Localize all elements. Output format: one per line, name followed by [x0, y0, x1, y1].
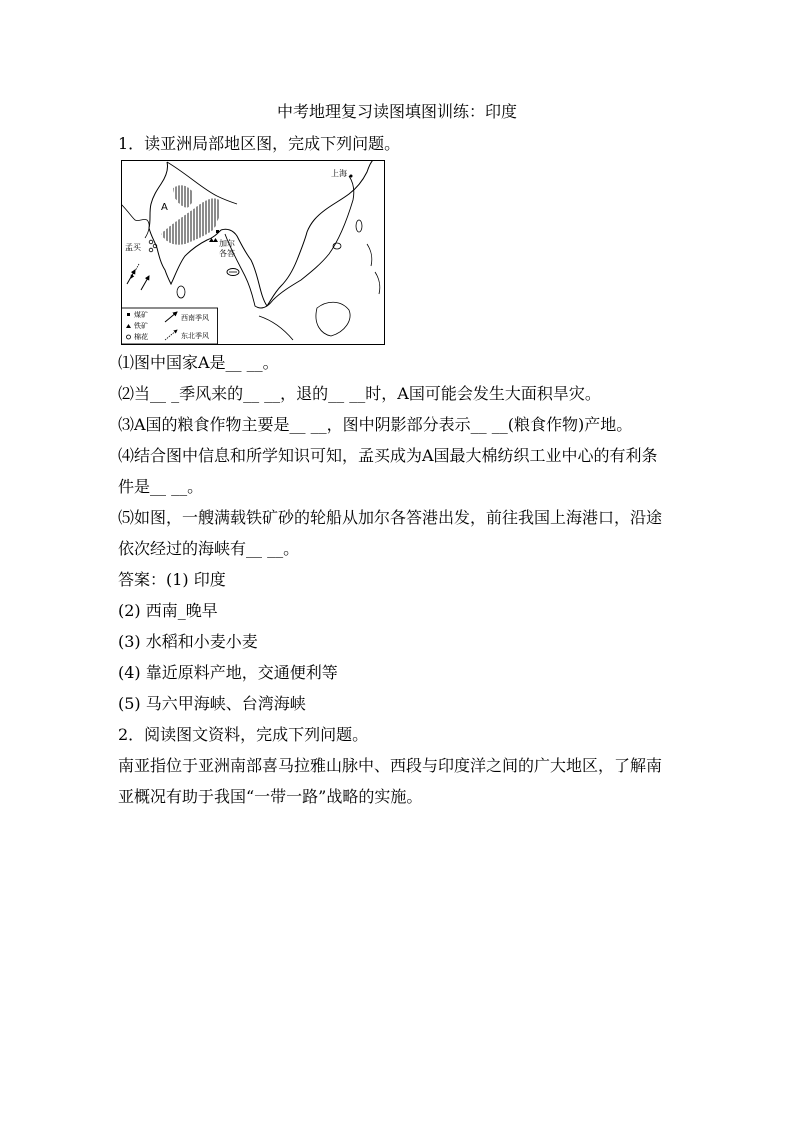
legend-coal-icon [127, 313, 130, 316]
label-mumbai: 孟买 [125, 243, 141, 252]
label-shanghai: 上海 [331, 169, 347, 178]
ship-icon [227, 269, 239, 276]
q1-sub-3: ⑶A国的粮食作物主要是__ __，图中阴影部分表示__ __(粮食作物)产地。 [118, 415, 633, 434]
q1-sub-5-cont: 依次经过的海峡有__ __。 [118, 539, 300, 558]
q1-sub-1: ⑴图中国家A是__ __。 [118, 353, 279, 372]
legend-cotton-label: 棉花 [134, 333, 148, 341]
legend-sw-monsoon-label: 西南季风 [181, 314, 209, 322]
label-region-a: A [161, 202, 168, 213]
answer-2: (2) 西南_晚早 [118, 601, 218, 620]
legend-coal-label: 煤矿 [134, 311, 148, 319]
legend-iron-label: 铁矿 [134, 322, 148, 330]
shanghai-dot [350, 175, 353, 178]
label-kolkata-2: 各答 [219, 249, 235, 258]
answer-1: 答案：(1) 印度 [118, 570, 226, 589]
answer-4: (4) 靠近原料产地，交通便利等 [118, 663, 338, 682]
asia-map [121, 160, 385, 345]
q1-sub-5: ⑸如图，一艘满载铁矿砂的轮船从加尔各答港出发，前往我国上海港口，沿途 [118, 508, 663, 527]
q2-text-2: 亚概况有助于我国“一带一路”战略的实施。 [118, 787, 423, 806]
q1-sub-2: ⑵当__ _季风来的__ __，退的__ __时，A国可能会发生大面积旱灾。 [118, 384, 601, 403]
q1-sub-4-cont: 件是__ __。 [118, 477, 204, 496]
legend-ne-monsoon-label: 东北季风 [181, 332, 209, 340]
map-legend [122, 308, 218, 344]
question-2-prompt: 2．阅读图文资料，完成下列问题。 [118, 725, 369, 744]
answer-3: (3) 水稻和小麦小麦 [118, 632, 258, 651]
q2-text-1: 南亚指位于亚洲南部喜马拉雅山脉中、西段与印度洋之间的广大地区，了解南 [118, 756, 663, 775]
q1-sub-4: ⑷结合图中信息和所学知识可知，孟买成为A国最大棉纺织工业中心的有利条 [118, 446, 658, 465]
question-1-prompt: 1．读亚洲局部地区图，完成下列问题。 [118, 134, 401, 153]
coal-mine-icon [216, 230, 219, 233]
answer-5: (5) 马六甲海峡、台湾海峡 [118, 694, 306, 713]
label-kolkata-1: 加尔 [219, 239, 235, 248]
page-title: 中考地理复习读图填图训练：印度 [276, 102, 517, 121]
